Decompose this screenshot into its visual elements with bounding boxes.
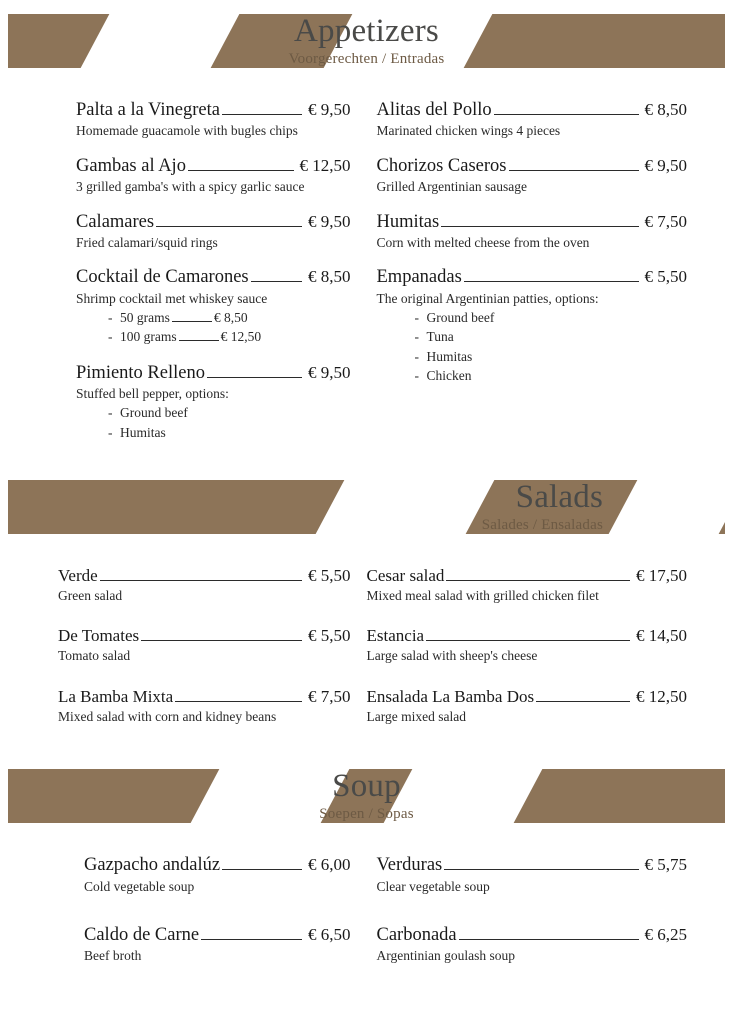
list-item bbox=[377, 347, 688, 366]
leader-line bbox=[426, 640, 630, 641]
item-description: Cold vegetable soup bbox=[84, 878, 195, 894]
menu-item bbox=[377, 212, 688, 252]
item-options bbox=[76, 403, 351, 441]
leader-line bbox=[536, 701, 630, 702]
leader-line bbox=[201, 939, 302, 940]
item-price: € 17,50 bbox=[636, 565, 687, 585]
menu-item bbox=[58, 626, 351, 665]
menu-item bbox=[84, 855, 351, 895]
item-name: Verde bbox=[58, 565, 98, 585]
menu-item bbox=[76, 267, 351, 346]
item-name: Verduras bbox=[376, 855, 443, 876]
menu-item bbox=[84, 925, 351, 965]
section-body-appetizers bbox=[0, 82, 733, 466]
menu-item bbox=[367, 566, 688, 605]
leader-line bbox=[446, 580, 630, 581]
item-description: Argentinian goulash soup bbox=[376, 948, 515, 964]
menu-item bbox=[377, 267, 688, 384]
item-description: Beef broth bbox=[84, 948, 142, 964]
item-price: € 9,50 bbox=[308, 100, 351, 119]
option-label: 50 grams bbox=[120, 310, 170, 326]
list-item bbox=[76, 327, 351, 346]
item-price: € 8,50 bbox=[308, 267, 351, 287]
menu-column-left bbox=[26, 855, 367, 995]
bullet-dash: - bbox=[414, 310, 419, 326]
item-description: Homemade guacamole with bugles chips bbox=[76, 123, 298, 139]
item-description: Large salad with sheep's cheese bbox=[366, 648, 538, 664]
item-price: € 7,50 bbox=[308, 686, 351, 706]
item-name: Cocktail de Camarones bbox=[76, 267, 249, 288]
item-price: € 7,50 bbox=[644, 211, 687, 231]
item-description: Grilled Argentinian sausage bbox=[376, 179, 527, 195]
leader-line bbox=[172, 321, 212, 322]
bullet-dash: - bbox=[108, 405, 113, 421]
item-price: € 14,50 bbox=[636, 626, 687, 646]
section-subtitle: Soepen / Sopas bbox=[319, 806, 414, 823]
item-price: € 5,50 bbox=[308, 565, 351, 585]
item-name: Calamares bbox=[76, 211, 155, 232]
menu-item bbox=[377, 925, 688, 965]
leader-line bbox=[188, 170, 294, 171]
item-description: Stuffed bell pepper, options: bbox=[76, 385, 229, 401]
leader-line bbox=[207, 377, 302, 378]
item-name: Empanadas bbox=[376, 267, 462, 288]
list-item bbox=[377, 308, 688, 327]
item-price-options bbox=[76, 308, 351, 346]
item-name: Chorizos Caseros bbox=[376, 155, 507, 176]
item-price: € 8,50 bbox=[644, 100, 687, 119]
item-description: Large mixed salad bbox=[366, 708, 466, 724]
menu-column-right bbox=[367, 100, 708, 458]
item-name: Cesar salad bbox=[366, 565, 445, 585]
item-price: € 12,50 bbox=[636, 686, 687, 706]
bullet-dash: - bbox=[414, 329, 419, 345]
item-price: € 9,50 bbox=[644, 155, 687, 175]
option-label: Ground beef bbox=[426, 310, 495, 326]
option-label: Ground beef bbox=[120, 405, 188, 421]
option-label: Humitas bbox=[120, 424, 166, 440]
banner-title-group bbox=[0, 0, 733, 82]
item-description: Shrimp cocktail met whiskey sauce bbox=[76, 290, 268, 306]
item-price: € 12,50 bbox=[299, 155, 351, 175]
menu-item bbox=[76, 156, 351, 196]
bullet-dash: - bbox=[108, 424, 113, 440]
section-title: Soup bbox=[332, 768, 401, 805]
leader-line bbox=[175, 701, 302, 702]
menu-item bbox=[76, 100, 351, 140]
item-price: € 9,50 bbox=[308, 211, 351, 231]
leader-line bbox=[441, 226, 638, 227]
leader-line bbox=[222, 114, 302, 115]
item-price: € 5,75 bbox=[644, 855, 687, 875]
item-price: € 5,50 bbox=[308, 626, 351, 646]
leader-line bbox=[494, 114, 639, 115]
item-name: Gambas al Ajo bbox=[76, 155, 186, 176]
menu-item bbox=[76, 212, 351, 252]
leader-line bbox=[100, 580, 302, 581]
item-name: La Bamba Mixta bbox=[58, 686, 174, 706]
item-options bbox=[377, 308, 688, 385]
item-name: Palta a la Vinegreta bbox=[76, 100, 220, 120]
item-price: € 6,00 bbox=[308, 855, 351, 875]
list-item bbox=[76, 403, 351, 422]
item-description: Corn with melted cheese from the oven bbox=[376, 234, 590, 250]
menu-item bbox=[367, 626, 688, 665]
item-name: Alitas del Pollo bbox=[376, 100, 492, 120]
banner-title-group bbox=[0, 755, 733, 837]
item-description: The original Argentinian patties, options: bbox=[376, 290, 599, 306]
item-description: Tomato salad bbox=[58, 648, 131, 664]
bullet-dash: - bbox=[414, 348, 419, 364]
menu-item bbox=[377, 855, 688, 895]
leader-line bbox=[444, 869, 638, 870]
item-name: Humitas bbox=[376, 211, 440, 232]
section-subtitle: Voorgerechten / Entradas bbox=[288, 50, 445, 67]
item-name: De Tomates bbox=[58, 626, 140, 646]
menu-column-right bbox=[367, 566, 708, 748]
section-body-soup bbox=[0, 837, 733, 1003]
leader-line bbox=[222, 869, 302, 870]
leader-line bbox=[459, 939, 639, 940]
menu-item bbox=[58, 687, 351, 726]
option-label: Humitas bbox=[426, 348, 473, 364]
item-description: Fried calamari/squid rings bbox=[76, 234, 218, 250]
menu-item bbox=[367, 687, 688, 726]
section-banner-salads bbox=[0, 466, 733, 548]
item-name: Estancia bbox=[366, 626, 425, 646]
leader-line bbox=[179, 340, 219, 341]
menu-column-right bbox=[367, 855, 708, 995]
bullet-dash: - bbox=[108, 310, 113, 326]
item-name: Gazpacho andalúz bbox=[84, 855, 221, 876]
item-name: Carbonada bbox=[376, 925, 457, 946]
menu-item bbox=[377, 156, 688, 196]
section-title: Appetizers bbox=[294, 13, 439, 50]
option-label: Tuna bbox=[426, 329, 454, 345]
menu-item bbox=[377, 100, 688, 140]
section-subtitle: Salades / Ensaladas bbox=[481, 516, 603, 533]
list-item bbox=[377, 366, 688, 385]
item-name: Ensalada La Bamba Dos bbox=[366, 686, 535, 706]
list-item bbox=[76, 308, 351, 327]
item-price: € 6,50 bbox=[308, 925, 351, 945]
item-description: Green salad bbox=[58, 587, 123, 603]
item-description: Mixed salad with corn and kidney beans bbox=[58, 708, 277, 724]
leader-line bbox=[509, 170, 639, 171]
item-price: € 6,25 bbox=[644, 925, 687, 945]
section-banner-appetizers bbox=[0, 0, 733, 82]
option-label: Chicken bbox=[426, 367, 472, 383]
item-description: Marinated chicken wings 4 pieces bbox=[376, 123, 561, 139]
list-item bbox=[76, 423, 351, 442]
leader-line bbox=[141, 640, 302, 641]
bullet-dash: - bbox=[414, 367, 419, 383]
item-price: € 9,50 bbox=[308, 362, 351, 382]
leader-line bbox=[156, 226, 302, 227]
option-price: € 12,50 bbox=[220, 329, 262, 345]
item-description: 3 grilled gamba's with a spicy garlic sauce bbox=[76, 179, 305, 195]
option-price: € 8,50 bbox=[213, 310, 248, 326]
banner-title-group bbox=[0, 466, 733, 548]
menu-column-left bbox=[26, 100, 367, 458]
section-banner-soup bbox=[0, 755, 733, 837]
leader-line bbox=[251, 281, 302, 282]
item-name: Pimiento Relleno bbox=[76, 362, 205, 383]
menu-column-left bbox=[26, 566, 367, 748]
leader-line bbox=[464, 281, 639, 282]
item-description: Clear vegetable soup bbox=[376, 878, 490, 894]
section-title: Salads bbox=[515, 478, 603, 515]
bullet-dash: - bbox=[108, 329, 113, 345]
item-description: Mixed meal salad with grilled chicken filet bbox=[366, 587, 599, 603]
list-item bbox=[377, 327, 688, 346]
option-label: 100 grams bbox=[120, 329, 177, 345]
menu-item bbox=[58, 566, 351, 605]
item-price: € 5,50 bbox=[644, 267, 687, 287]
item-name: Caldo de Carne bbox=[84, 925, 200, 946]
section-body-salads bbox=[0, 548, 733, 756]
menu-item bbox=[76, 363, 351, 442]
